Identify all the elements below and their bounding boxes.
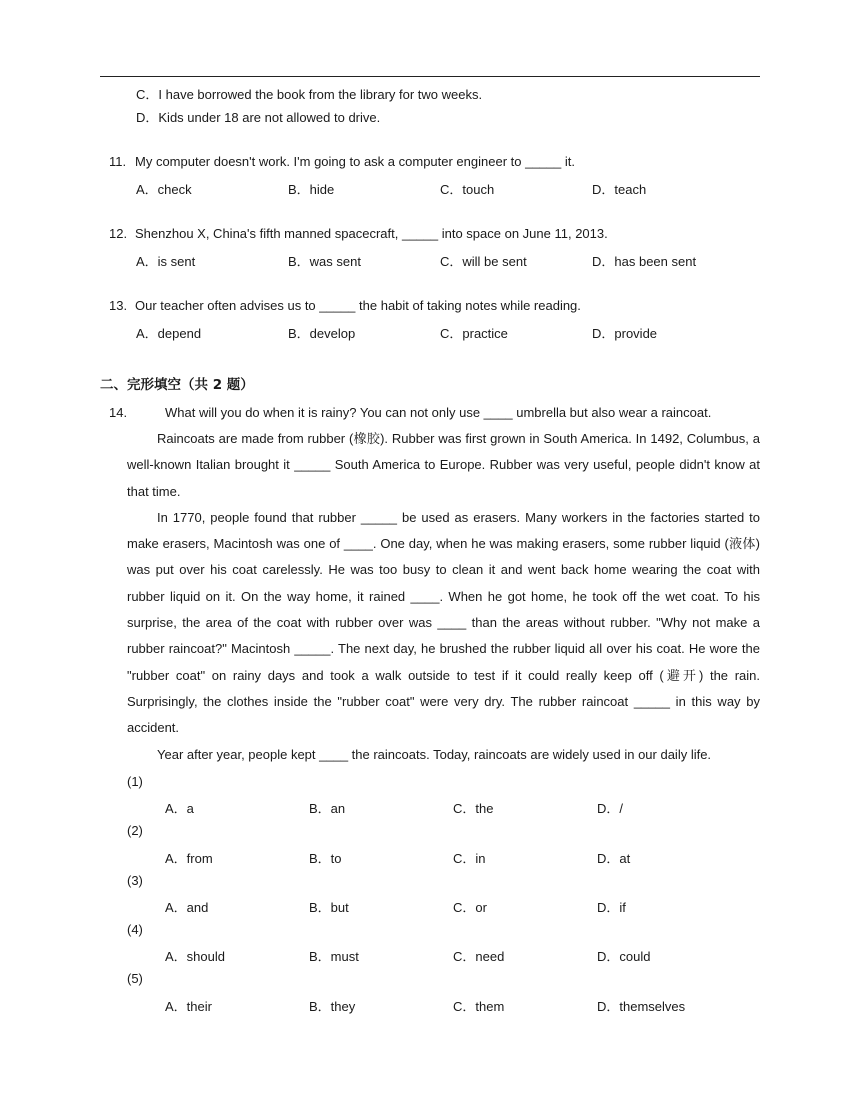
option-a[interactable]: A．from: [165, 851, 213, 866]
option-row: [136, 179, 736, 197]
option-d[interactable]: D．could: [597, 949, 651, 964]
option-c[interactable]: C．will be sent: [440, 254, 527, 269]
question-number: 12.: [109, 226, 128, 241]
section-title: 二、完形填空（共 2 题）: [100, 377, 254, 393]
option-b[interactable]: B．develop: [288, 326, 356, 341]
option-b[interactable]: B．was sent: [288, 254, 361, 269]
question-stem: Shenzhou X, China's fifth manned spacecraft, _____ into space on June 11, 2013.: [135, 226, 608, 241]
passage-paragraph: Year after year, people kept ____ the raincoats. Today, raincoats are widely used in our daily life.: [157, 746, 712, 762]
sub-question-label: (5): [127, 971, 143, 986]
option-c[interactable]: C．or: [453, 900, 487, 915]
option-b[interactable]: B．an: [309, 801, 346, 816]
passage-paragraph: In 1770, people found that rubber _____ be used as erasers. Many workers in the factories started to make erasers, Macintosh was one of ____. One day, when he was making erasers, some rubber liquid (液体) was put over his coat carelessly. He was too busy to clean it and went back home wearing the coat with rubber liquid on it. On the way home, it rained ____. When he got home, he took off the wet coat. To his surprise, the area of the coat with rubber over was ____ than the areas without rubber. "Why not make a rubber raincoat?" Macintosh _____. The next day, he brushed the rubber liquid all over his coat. He wore the "rubber coat" on rainy days and took a walk outside to test if it could really keep off (避开) the rain. Surprisingly, the clothes inside the "rubber coat" were very dry. The rubber raincoat _____ in this way by accident.: [127, 509, 760, 736]
option-c[interactable]: C．the: [453, 801, 494, 816]
option-d[interactable]: D．if: [597, 900, 626, 915]
option-a[interactable]: A．is sent: [136, 254, 196, 269]
sub-question-label: (2): [127, 823, 143, 838]
question-stem: My computer doesn't work. I'm going to ask a computer engineer to _____ it.: [135, 154, 575, 169]
header-rule: [100, 76, 760, 77]
option-b[interactable]: B．they: [309, 999, 356, 1014]
option-c[interactable]: C．in: [453, 851, 486, 866]
option-c[interactable]: C．need: [453, 949, 505, 964]
option-c[interactable]: C．practice: [440, 326, 508, 341]
question-number: 13.: [109, 298, 128, 313]
sub-question-options: [165, 798, 765, 816]
option-b[interactable]: B．to: [309, 851, 342, 866]
sub-question-label: (1): [127, 774, 143, 789]
passage-paragraph: Raincoats are made from rubber (橡胶). Rubber was first grown in South America. In 1492, Columbus, a well-known Italian brought it _____ South America to Europe. Rubber was very useful, people didn't know at that time.: [127, 431, 760, 499]
question-number: 14.: [109, 405, 128, 420]
option-c[interactable]: C．touch: [440, 182, 495, 197]
option-b[interactable]: B．hide: [288, 182, 335, 197]
question-number: 11.: [109, 154, 127, 169]
option-a[interactable]: A．depend: [136, 326, 202, 341]
question-stem: Our teacher often advises us to _____ the habit of taking notes while reading.: [135, 298, 581, 313]
option-row: [136, 251, 736, 269]
option-d[interactable]: D．teach: [592, 182, 647, 197]
sub-question-options: [165, 946, 765, 964]
option-row: [136, 323, 736, 341]
sub-question-options: [165, 897, 765, 915]
option-b[interactable]: B．must: [309, 949, 359, 964]
prev-option-d: D．Kids under 18 are not allowed to drive.: [136, 110, 381, 125]
option-a[interactable]: A．and: [165, 900, 209, 915]
option-c[interactable]: C．them: [453, 999, 505, 1014]
option-a[interactable]: A．a: [165, 801, 194, 816]
sub-question-options: [165, 996, 765, 1014]
sub-question-options: [165, 848, 765, 866]
prev-option-c: C．I have borrowed the book from the library for two weeks.: [136, 87, 483, 102]
option-b[interactable]: B．but: [309, 900, 349, 915]
sub-question-label: (3): [127, 873, 143, 888]
option-d[interactable]: D．/: [597, 801, 624, 816]
option-d[interactable]: D．provide: [592, 326, 658, 341]
passage-body: [127, 426, 760, 768]
option-d[interactable]: D．themselves: [597, 999, 686, 1014]
option-a[interactable]: A．should: [165, 949, 225, 964]
sub-question-label: (4): [127, 922, 143, 937]
passage-first-line: What will you do when it is rainy? You can not only use ____ umbrella but also wear a raincoat.: [165, 405, 712, 420]
option-a[interactable]: A．check: [136, 182, 192, 197]
option-d[interactable]: D．at: [597, 851, 631, 866]
option-a[interactable]: A．their: [165, 999, 212, 1014]
option-d[interactable]: D．has been sent: [592, 254, 697, 269]
